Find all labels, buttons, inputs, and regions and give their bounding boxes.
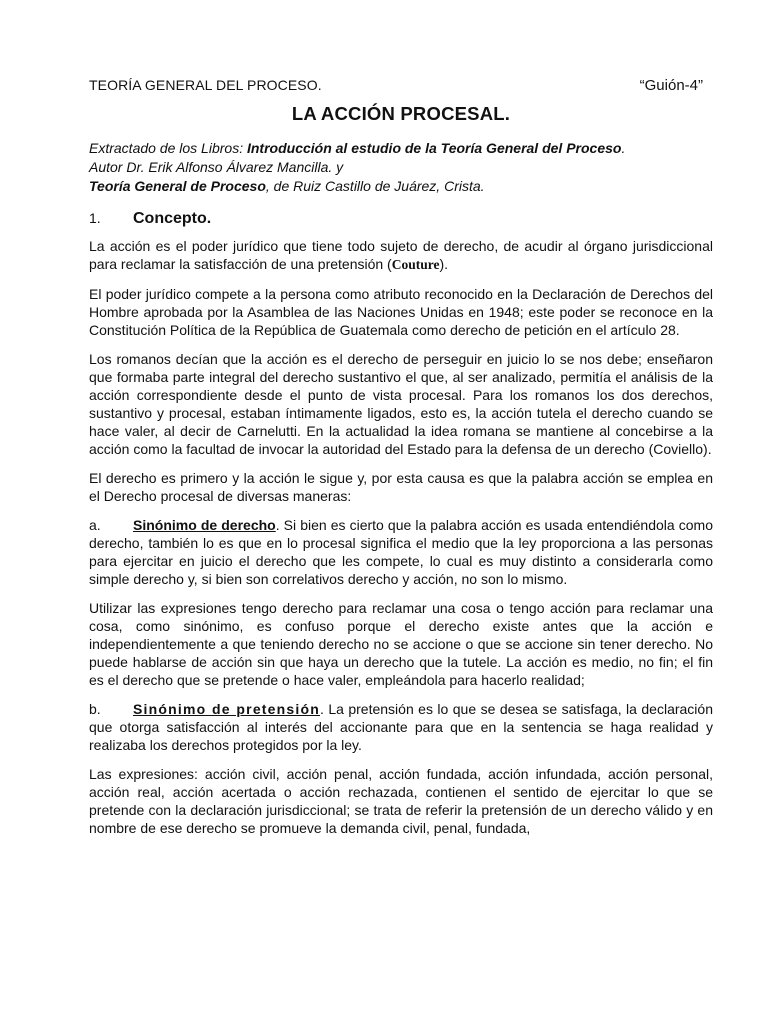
document-title: LA ACCIÓN PROCESAL. xyxy=(291,103,511,124)
item-b-marker: b. xyxy=(89,701,101,717)
page-header xyxy=(89,76,713,95)
course-name: TEORÍA GENERAL DEL PROCESO. xyxy=(89,77,322,93)
definition-end: ). xyxy=(439,256,449,272)
paragraph-action-types: Las expresiones: acción civil, acción penal, acción fundada, acción infundada, acción personal, acción real, acción acertada o acción rechazada, contienen el sentido de ejercitar lo que se pretende con la declaración jurisdiccional; se trata de referir la pretensión de un derecho válido y en nombre de ese derecho se promueve la demanda civil, penal, fundada, xyxy=(89,766,713,836)
author-2: , de Ruiz Castillo de Juárez, Crista. xyxy=(265,178,485,194)
credits-intro: Extractado de los Libros: xyxy=(89,140,247,156)
item-b-text: . La pretensión es lo que se desea se satisfaga, la declaración que otorga satisfacción al interés del accionante para que en la sentencia se haga realidad y realizaba los derechos protegidos por la ley. xyxy=(89,701,713,753)
section-title: Concepto. xyxy=(133,210,212,227)
list-item-b xyxy=(89,700,713,754)
book-title-2: Teoría General de Proceso xyxy=(89,178,266,194)
item-a-marker: a. xyxy=(89,517,101,533)
citation-couture: Couture xyxy=(391,257,440,272)
paragraph-legal-power: El poder jurídico compete a la persona como atributo reconocido en la Declaración de Derechos del Hombre aprobada por la Asamblea de las Naciones Unidas en 1948; este poder se reconoce en la Constitución Política de la República de Guatemala como derecho de petición en el artículo 28. xyxy=(89,286,713,338)
list-item-a xyxy=(89,516,713,588)
paragraph-expressions: Utilizar las expresiones tengo derecho para reclamar una cosa o tengo acción para reclamar una cosa, como sinónimo, es confuso porque el derecho existe antes que la acción e independientemente a que teniendo derecho no se accione o que se accione sin tener derecho. No puede hablarse de acción sin que haya un derecho que la tutele. La acción es medio, no fin; el fin es el derecho que se pretende o hace valer, empleándola para hacerlo realidad; xyxy=(89,600,713,688)
section-heading xyxy=(89,210,713,228)
credits-line-3 xyxy=(89,177,713,196)
section-number: 1. xyxy=(89,210,101,226)
paragraph-romans: Los romanos decían que la acción es el derecho de perseguir en juicio lo se nos debe; enseñaron que formaba parte integral del derecho sustantivo el que, al ser analizado, permitía el análisis de la acción correspondiente desde el punto de vista procesal. Para los romanos los dos derechos, sustantivo y procesal, estaban íntimamente ligados, esto es, la acción tutela el derecho cuando se hace valer, al decir de Carnelutti. En la actualidad la idea romana se mantiene al concebirse a la acción como la facultad de invocar la autoridad del Estado para la defensa de un derecho (Coviello). xyxy=(89,351,713,457)
book-title-1: Introducción al estudio de la Teoría General del Proceso xyxy=(246,140,622,156)
item-a-title: Sinónimo de derecho xyxy=(133,517,276,533)
guide-label: “Guión-4” xyxy=(639,77,703,94)
item-a-text: . Si bien es cierto que la palabra acción es usada entendiéndola como derecho, también lo es que en lo procesal significa el medio que la ley proporciona a las personas para ejercitar en juicio el derecho que les compete, lo cual es muy distinto a considerarla como simple derecho y, si bien son correlativos derecho y acción, no son lo mismo. xyxy=(89,517,713,587)
source-credits xyxy=(89,139,713,196)
item-b-title: Sinónimo de pretensión xyxy=(133,701,320,717)
credits-line-1 xyxy=(89,139,713,158)
paragraph-definition xyxy=(89,237,713,274)
credits-period: . xyxy=(621,140,626,156)
paragraph-uses-intro: El derecho es primero y la acción le sigue y, por esta causa es que la palabra acción se emplea en el Derecho procesal de diversas maneras: xyxy=(89,470,713,504)
definition-text: La acción es el poder jurídico que tiene todo sujeto de derecho, de acudir al órgano jurisdiccional para reclamar la satisfacción de una pretensión ( xyxy=(89,238,713,272)
author-line: Autor Dr. Erik Alfonso Álvarez Mancilla. y xyxy=(89,159,344,175)
